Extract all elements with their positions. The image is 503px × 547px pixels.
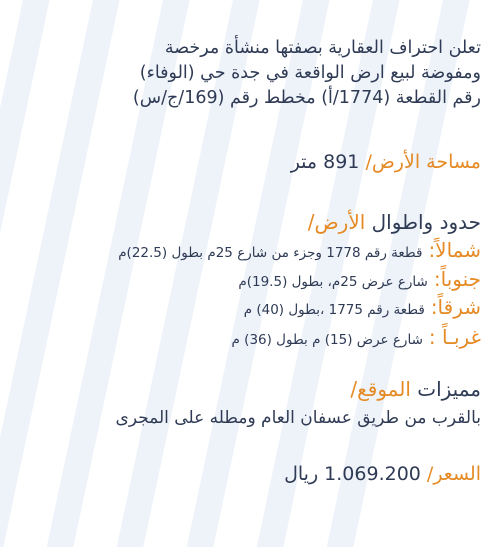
intro-line-2: ومفوضة لبيع ارض الواقعة في جدة حي (الوفاء) (139, 63, 481, 83)
price-value: 1.069.200 ريال (284, 463, 421, 485)
features-title-part1: مميزات (410, 377, 481, 401)
bound-north-label: شمالاً: (428, 238, 481, 262)
features-title-part2: الموقع/ (350, 377, 411, 401)
price (22, 463, 481, 485)
bounds-title-part1: حدود واطوال (365, 210, 481, 234)
area-value: 891 متر (290, 151, 360, 173)
features-text: بالقرب من طريق عسفان العام ومطله على المجرى (115, 408, 481, 428)
bound-east (22, 295, 481, 319)
bound-west-text: شارع عرض (15) م بطول (36) م (231, 332, 423, 348)
price-label: السعر/ (426, 463, 481, 485)
bound-north (22, 238, 481, 262)
bounds-title-part2: الأرض/ (307, 210, 366, 234)
bound-south (22, 267, 481, 291)
bound-west (22, 325, 481, 349)
bound-south-text: شارع عرض 25م، بطول (19.5)م (238, 274, 428, 290)
bound-west-label: غربـاً : (428, 325, 481, 349)
intro-line-1: تعلن احتراف العقارية بصفتها منشأة مرخصة (164, 38, 481, 58)
bound-north-text: قطعة رقم 1778 وجزء من شارع 25م بطول (22.5)م (118, 245, 423, 261)
land-area (22, 151, 481, 173)
bound-east-text: قطعة رقم 1775 ،بطول (40) م (243, 302, 425, 318)
features-title (22, 377, 481, 401)
bound-south-label: جنوباً: (433, 267, 481, 291)
area-label: مساحة الأرض/ (365, 151, 481, 173)
intro-line-3: رقم القطعة (1774/أ) مخطط رقم (169/ج/س) (132, 88, 481, 108)
intro-paragraph (22, 36, 481, 111)
bounds-title (22, 210, 481, 234)
bound-east-label: شرقاً: (430, 295, 481, 319)
announcement (22, 0, 481, 547)
